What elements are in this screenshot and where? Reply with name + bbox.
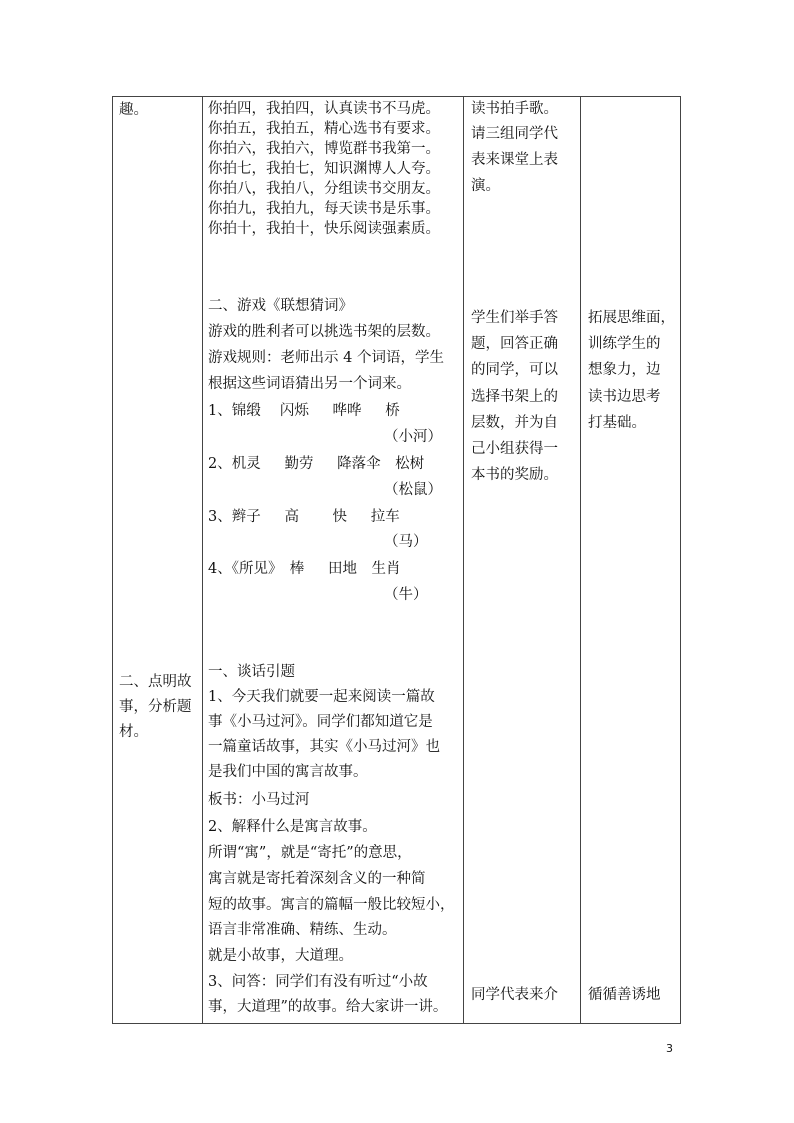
student-text-line: 读书拍手歌。 [471,101,558,117]
clap-song-line: 你拍四，我拍四，认真读书不马虎。 [208,101,440,117]
lesson-plan-table [112,96,681,1024]
intent-line: 想象力，边 [588,362,661,378]
clap-song-line: 你拍九，我拍九，每天读书是乐事。 [208,201,440,217]
stage-column [113,97,202,1023]
student-text-bottom: 同学代表来介 [471,987,558,1003]
stage-title-line: 事，分析题 [119,699,192,715]
game-intro: 游戏的胜利者可以挑选书架的层数。 [208,324,440,340]
clap-song-line: 你拍七，我拍七，知识渊博人人夸。 [208,161,440,177]
lesson-line: 2、解释什么是寓言故事。 [208,819,377,835]
game-rule-line: 根据这些词语猜出另一个词来。 [208,376,411,392]
student-game-line: 的同学，可以 [471,362,558,378]
clap-song-line: 你拍十，我拍十，快乐阅读强素质。 [208,221,440,237]
game-item-answer: （松鼠） [384,482,442,498]
game-title: 二、游戏《联想猜词》 [208,298,353,314]
page-number: 3 [666,1042,673,1055]
intent-line: 读书边思考 [588,389,661,405]
student-text-line: 演。 [471,178,500,194]
game-item-answer: （牛） [384,587,428,603]
lesson-line: 事，大道理”的故事。给大家讲一讲。 [208,999,448,1015]
lesson-line: 寓言就是寄托着深刻含义的一种简 [208,871,426,887]
lesson-line: 就是小故事，大道理。 [208,948,353,964]
stage-text-top: 趣。 [119,102,148,118]
game-rule-line: 游戏规则：老师出示 4 个词语，学生 [208,350,444,366]
lesson-line: 所谓“寓”，就是“寄托”的意思， [208,845,412,861]
game-item-words: 1、锦缎 闪烁 哗哗 桥 [208,403,400,419]
student-text-line: 表来课堂上表 [471,152,558,168]
lesson-line: 事《小马过河》。同学们都知道它是 [208,714,433,730]
student-game-line: 己小组获得一 [471,441,558,457]
lesson-line: 板书：小马过河 [208,792,310,808]
student-game-line: 本书的奖励。 [471,467,558,483]
student-game-line: 题，回答正确 [471,336,558,352]
clap-song-line: 你拍五，我拍五，精心选书有要求。 [208,121,440,137]
intent-line: 训练学生的 [588,336,661,352]
student-game-line: 学生们举手答 [471,310,558,326]
intent-line: 打基础。 [588,415,646,431]
game-item-words: 3、辫子 高 快 拉车 [208,509,400,525]
game-item-answer: （小河） [384,429,442,445]
intent-line: 拓展思维面， [588,310,675,326]
student-activity-column [464,97,580,1023]
lesson-line: 3、问答：同学们有没有听过“小故 [208,974,428,990]
design-intent-column [581,97,680,1023]
lesson-line: 短的故事。寓言的篇幅一般比较短小， [208,897,455,913]
clap-song-line: 你拍八，我拍八，分组读书交朋友。 [208,181,440,197]
lesson-line: 是我们中国的寓言故事。 [208,764,368,780]
lesson-title: 一、谈话引题 [208,664,295,680]
stage-title-line: 材。 [119,724,148,740]
stage-title-line: 二、点明故 [119,674,192,690]
clap-song-line: 你拍六，我拍六，博览群书我第一。 [208,141,440,157]
game-item-words: 4、《所见》 棒 田地 生肖 [208,561,401,577]
lesson-line: 1、今天我们就要一起来阅读一篇故 [208,689,435,705]
lesson-line: 一篇童话故事，其实《小马过河》也 [208,739,440,755]
student-game-line: 层数，并为自 [471,415,558,431]
student-text-line: 请三组同学代 [471,126,558,142]
lesson-line: 语言非常准确、精练、生动。 [208,922,397,938]
game-item-words: 2、机灵 勤劳 降落伞 松树 [208,456,425,472]
teacher-activity-column [203,97,463,1023]
intent-text-bottom: 循循善诱地 [588,987,661,1003]
game-item-answer: （马） [384,534,428,550]
student-game-line: 选择书架上的 [471,389,558,405]
